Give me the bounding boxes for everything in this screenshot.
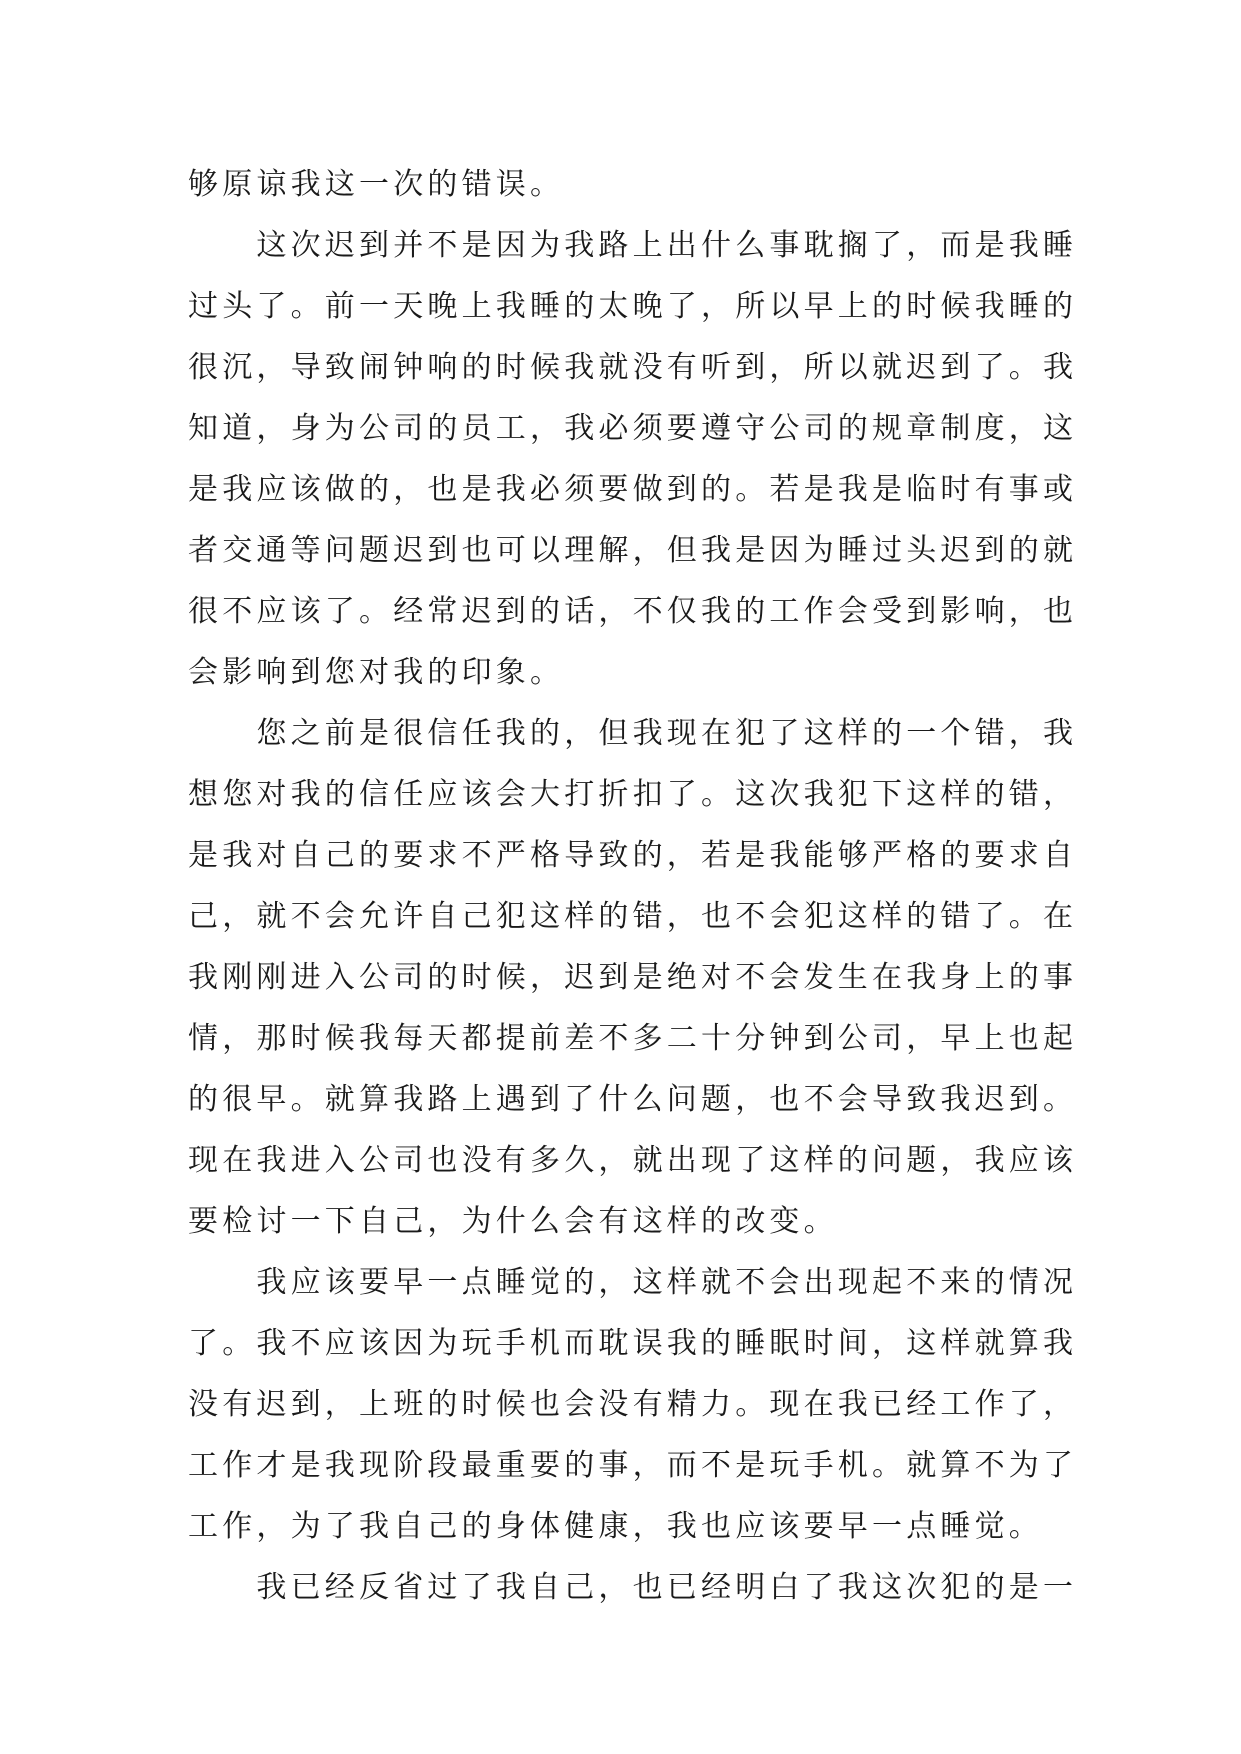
- text-line: 想您对我的信任应该会大打折扣了。这次我犯下这样的错，: [188, 777, 1078, 812]
- text-line: 知道，身为公司的员工，我必须要遵守公司的规章制度，这: [188, 411, 1078, 446]
- text-line: 情，那时候我每天都提前差不多二十分钟到公司，早上也起: [188, 1021, 1078, 1056]
- text-line: 的很早。就算我路上遇到了什么问题，也不会导致我迟到。: [188, 1082, 1078, 1117]
- text-line: 是我应该做的，也是我必须要做到的。若是我是临时有事或: [188, 472, 1078, 507]
- text-line: 您之前是很信任我的，但我现在犯了这样的一个错，我: [188, 716, 1078, 751]
- text-line: 我刚刚进入公司的时候，迟到是绝对不会发生在我身上的事: [188, 960, 1078, 995]
- text-line: 过头了。前一天晚上我睡的太晚了，所以早上的时候我睡的: [188, 289, 1078, 324]
- text-line: 很沉，导致闹钟响的时候我就没有听到，所以就迟到了。我: [188, 350, 1078, 385]
- text-line: 我应该要早一点睡觉的，这样就不会出现起不来的情况: [188, 1265, 1078, 1300]
- text-line: 够原谅我这一次的错误。: [188, 167, 565, 202]
- text-line: 工作才是我现阶段最重要的事，而不是玩手机。就算不为了: [188, 1448, 1078, 1483]
- text-line: 是我对自己的要求不严格导致的，若是我能够严格的要求自: [188, 838, 1078, 873]
- text-line: 了。我不应该因为玩手机而耽误我的睡眠时间，这样就算我: [188, 1326, 1078, 1361]
- text-line: 没有迟到，上班的时候也会没有精力。现在我已经工作了，: [188, 1387, 1078, 1422]
- text-line: 者交通等问题迟到也可以理解，但我是因为睡过头迟到的就: [188, 533, 1078, 568]
- text-line: 会影响到您对我的印象。: [188, 655, 565, 690]
- text-line: 这次迟到并不是因为我路上出什么事耽搁了，而是我睡: [188, 228, 1078, 263]
- text-line: 要检讨一下自己，为什么会有这样的改变。: [188, 1204, 838, 1239]
- body-text: [188, 154, 1078, 1618]
- text-line: 己，就不会允许自己犯这样的错，也不会犯这样的错了。在: [188, 899, 1078, 934]
- text-line: 工作，为了我自己的身体健康，我也应该要早一点睡觉。: [188, 1509, 1043, 1544]
- text-line: 现在我进入公司也没有多久，就出现了这样的问题，我应该: [188, 1143, 1078, 1178]
- text-line: 我已经反省过了我自己，也已经明白了我这次犯的是一: [188, 1570, 1078, 1605]
- text-line: 很不应该了。经常迟到的话，不仅我的工作会受到影响，也: [188, 594, 1078, 629]
